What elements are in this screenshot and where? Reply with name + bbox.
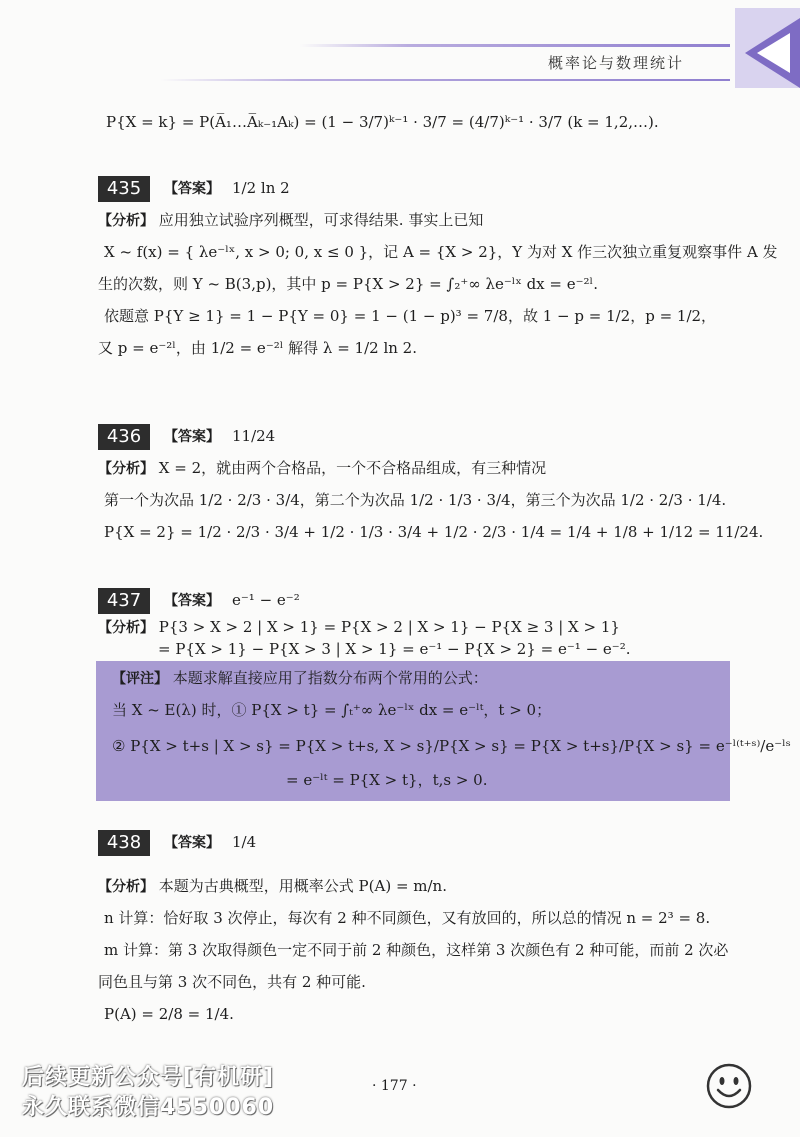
problem-435 — [98, 172, 778, 364]
analysis-line: = P{X > 1} − P{X > 3 | X > 1} = e⁻¹ − P{X > 2} = e⁻¹ − e⁻². — [158, 640, 631, 658]
header-rule-bottom — [160, 79, 730, 81]
note-line: 当 X ~ E(λ) 时，① P{X > t} = ∫ₜ⁺∞ λe⁻ˡˣ dx = e⁻ˡᵗ，t > 0； — [112, 701, 552, 719]
analysis-line: X ~ f(x) = { λe⁻ˡˣ, x > 0; 0, x ≤ 0 }，记 A = {X > 2}，Y 为对 X 作三次独立重复观察事件 A 发 — [104, 243, 778, 261]
analysis-line: n 计算：恰好取 3 次停止，每次有 2 种不同颜色，又有放回的，所以总的情况 n = 2³ = 8. — [104, 909, 711, 927]
note-line: = e⁻ˡᵗ = P{X > t}，t,s > 0. — [286, 771, 488, 789]
header-rule-top — [300, 44, 730, 47]
answer-label: 【答案】 — [164, 835, 220, 851]
note-label: 【评注】 — [112, 671, 168, 687]
problem-number: 438 — [98, 830, 150, 856]
analysis-line: 本题为古典概型，用概率公式 P(A) = m/n. — [158, 877, 447, 895]
analysis-line: P{3 > X > 2 | X > 1} = P{X > 2 | X > 1} − P{X ≥ 3 | X > 1} — [158, 618, 620, 636]
answer-value: 1/2 ln 2 — [232, 179, 290, 197]
header-title: 概率论与数理统计 — [548, 54, 685, 72]
answer-value: 1/4 — [232, 833, 257, 851]
analysis-line: 同色且与第 3 次不同色，共有 2 种可能. — [98, 973, 366, 991]
answer-value: e⁻¹ − e⁻² — [232, 591, 300, 609]
analysis-label: 【分析】 — [98, 879, 154, 895]
analysis-line: 又 p = e⁻²ˡ，由 1/2 = e⁻²ˡ 解得 λ = 1/2 ln 2. — [98, 339, 417, 357]
note-line: ② P{X > t+s | X > s} = P{X > t+s, X > s}/P{X > s} = P{X > t+s}/P{X > s} = e⁻ˡ⁽ᵗ⁺ˢ⁾/e⁻ˡˢ — [112, 737, 791, 755]
intro-formula: P{X = k} = P(A̅₁…A̅ₖ₋₁Aₖ) = (1 − 3/7)ᵏ⁻¹ · 3/7 = (4/7)ᵏ⁻¹ · 3/7 (k = 1,2,…). — [106, 113, 659, 131]
triangle-play-icon — [735, 8, 800, 88]
analysis-label: 【分析】 — [98, 461, 154, 477]
analysis-label: 【分析】 — [98, 213, 154, 229]
problem-436 — [98, 420, 763, 548]
analysis-line: P{X = 2} = 1/2 · 2/3 · 3/4 + 1/2 · 1/3 · 3/4 + 1/2 · 2/3 · 1/4 = 1/4 + 1/8 + 1/12 = 11/24. — [104, 523, 764, 541]
page-number: · 177 · — [372, 1078, 417, 1094]
note-box — [96, 661, 791, 801]
smiley-icon — [705, 1062, 753, 1110]
analysis-label: 【分析】 — [98, 620, 154, 636]
analysis-line: 第一个为次品 1/2 · 2/3 · 3/4，第二个为次品 1/2 · 1/3 · 3/4，第三个为次品 1/2 · 2/3 · 1/4. — [104, 491, 727, 509]
problem-number: 436 — [98, 424, 150, 450]
answer-label: 【答案】 — [164, 181, 220, 197]
watermark-line-2: 永久联系微信4550060 — [22, 1095, 275, 1120]
problem-438 — [98, 826, 728, 1030]
analysis-line: P(A) = 2/8 = 1/4. — [104, 1005, 234, 1023]
problem-number: 437 — [98, 588, 150, 614]
answer-label: 【答案】 — [164, 429, 220, 445]
analysis-line: 应用独立试验序列概型，可求得结果. 事实上已知 — [158, 211, 484, 229]
note-line: 本题求解直接应用了指数分布两个常用的公式： — [172, 669, 488, 687]
problem-437 — [98, 584, 631, 660]
answer-label: 【答案】 — [164, 593, 220, 609]
analysis-line: 依题意 P{Y ≥ 1} = 1 − P{Y = 0} = 1 − (1 − p)³ = 7/8，故 1 − p = 1/2，p = 1/2， — [104, 307, 717, 325]
analysis-line: m 计算：第 3 次取得颜色一定不同于前 2 种颜色，这样第 3 次颜色有 2 种可能，而前 2 次必 — [104, 941, 729, 959]
answer-value: 11/24 — [232, 427, 276, 445]
analysis-line: 生的次数，则 Y ~ B(3,p)，其中 p = P{X > 2} = ∫₂⁺∞ λe⁻ˡˣ dx = e⁻²ˡ. — [98, 275, 598, 293]
watermark-line-1: 后续更新公众号[有机研] — [22, 1065, 275, 1090]
problem-number: 435 — [98, 176, 150, 202]
analysis-line: X = 2，就由两个合格品，一个不合格品组成，有三种情况 — [158, 459, 547, 477]
